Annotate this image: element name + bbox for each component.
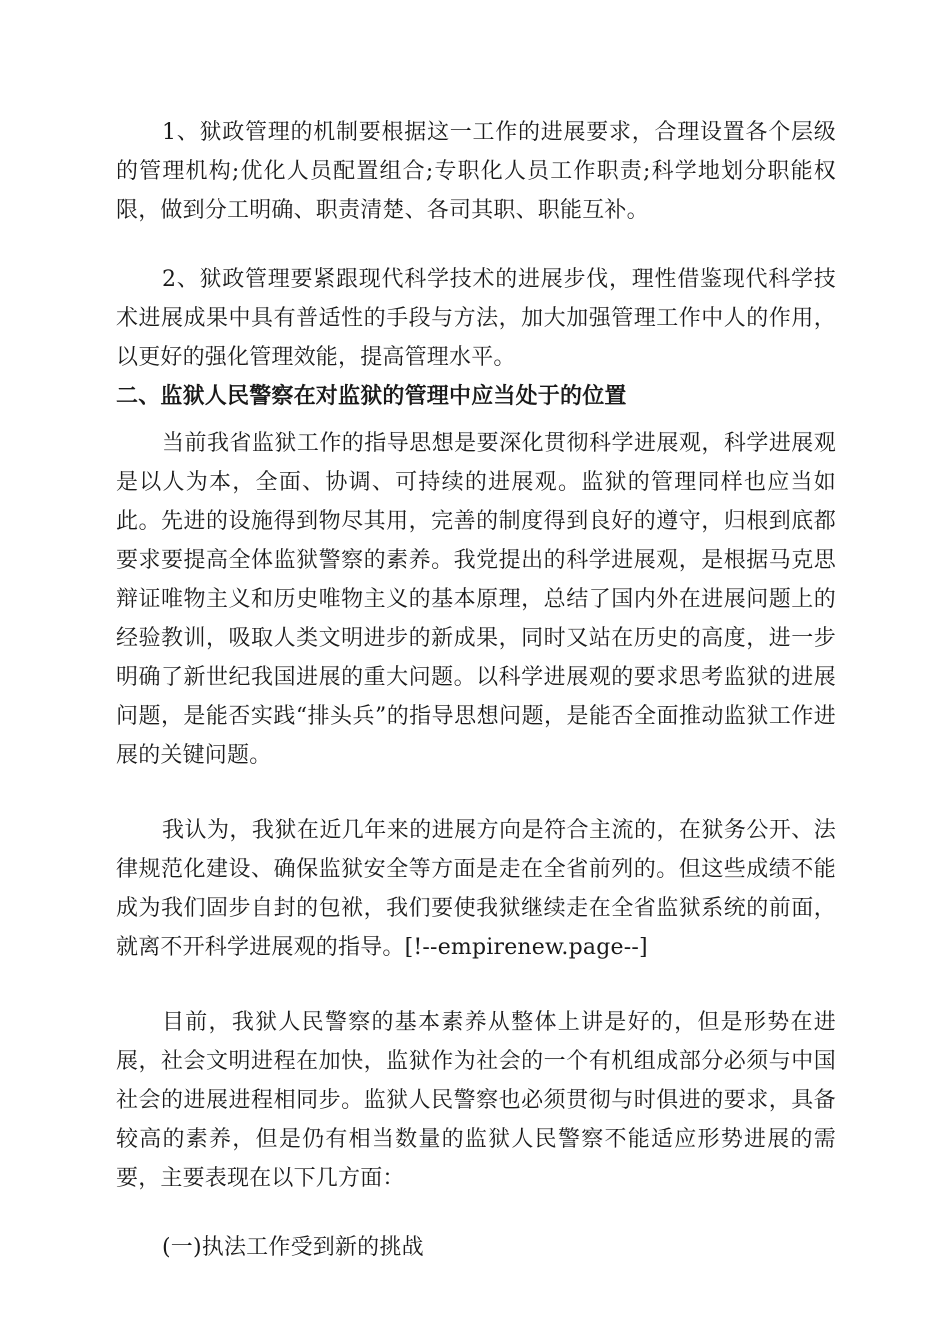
paragraph-mechanism: 1、狱政管理的机制要根据这一工作的进展要求，合理设置各个层级的管理机构;优化人员配置组合;专职化人员工作职责;科学地划分职能权限，做到分工明确、职责清楚、各司其职、职能互补。: [116, 120, 836, 223]
paragraph-guiding-thought: 当前我省监狱工作的指导思想是要深化贯彻科学进展观，科学进展观是以人为本，全面、协调、可持续的进展观。监狱的管理同样也应当如此。先进的设施得到物尽其用，完善的制度得到良好的遵守，归根到底都要求要提高全体监狱警察的素养。我党提出的科学进展观，是根据马克思辩证唯物主义和历史唯物主义的基本原理，总结了国内外在进展问题上的经验教训，吸取人类文明进步的新成果，同时又站在历史的高度，进一步明确了新世纪我国进展的重大问题。以科学进展观的要求思考监狱的进展问题，是能否实践“排头兵”的指导思想问题，是能否全面推动监狱工作进展的关键问题。: [116, 431, 836, 768]
paragraph-current-status: 目前，我狱人民警察的基本素养从整体上讲是好的，但是形势在进展，社会文明进程在加快，监狱作为社会的一个有机组成部分必须与中国社会的进展进程相同步。监狱人民警察也必须贯彻与时俱进的要求，具备较高的素养，但是仍有相当数量的监狱人民警察不能适应形势进展的需要，主要表现在以下几方面：: [116, 1010, 836, 1191]
section-heading: 二、监狱人民警察在对监狱的管理中应当处于的位置: [116, 384, 627, 409]
subsection-heading: (一)执法工作受到新的挑战: [162, 1235, 424, 1260]
paragraph-technology: 2、狱政管理要紧跟现代科学技术的进展步伐，理性借鉴现代科学技术进展成果中具有普适性的手段与方法，加大加强管理工作中人的作用，以更好的强化管理效能，提高管理水平。: [116, 267, 836, 370]
document-body: [116, 113, 836, 1267]
paragraph-opinion: 我认为，我狱在近几年来的进展方向是符合主流的，在狱务公开、法律规范化建设、确保监狱安全等方面是走在全省前列的。但这些成绩不能成为我们固步自封的包袱，我们要使我狱继续走在全省监狱系统的前面，就离不开科学进展观的指导。[!--empirenew.page--]: [116, 818, 836, 960]
